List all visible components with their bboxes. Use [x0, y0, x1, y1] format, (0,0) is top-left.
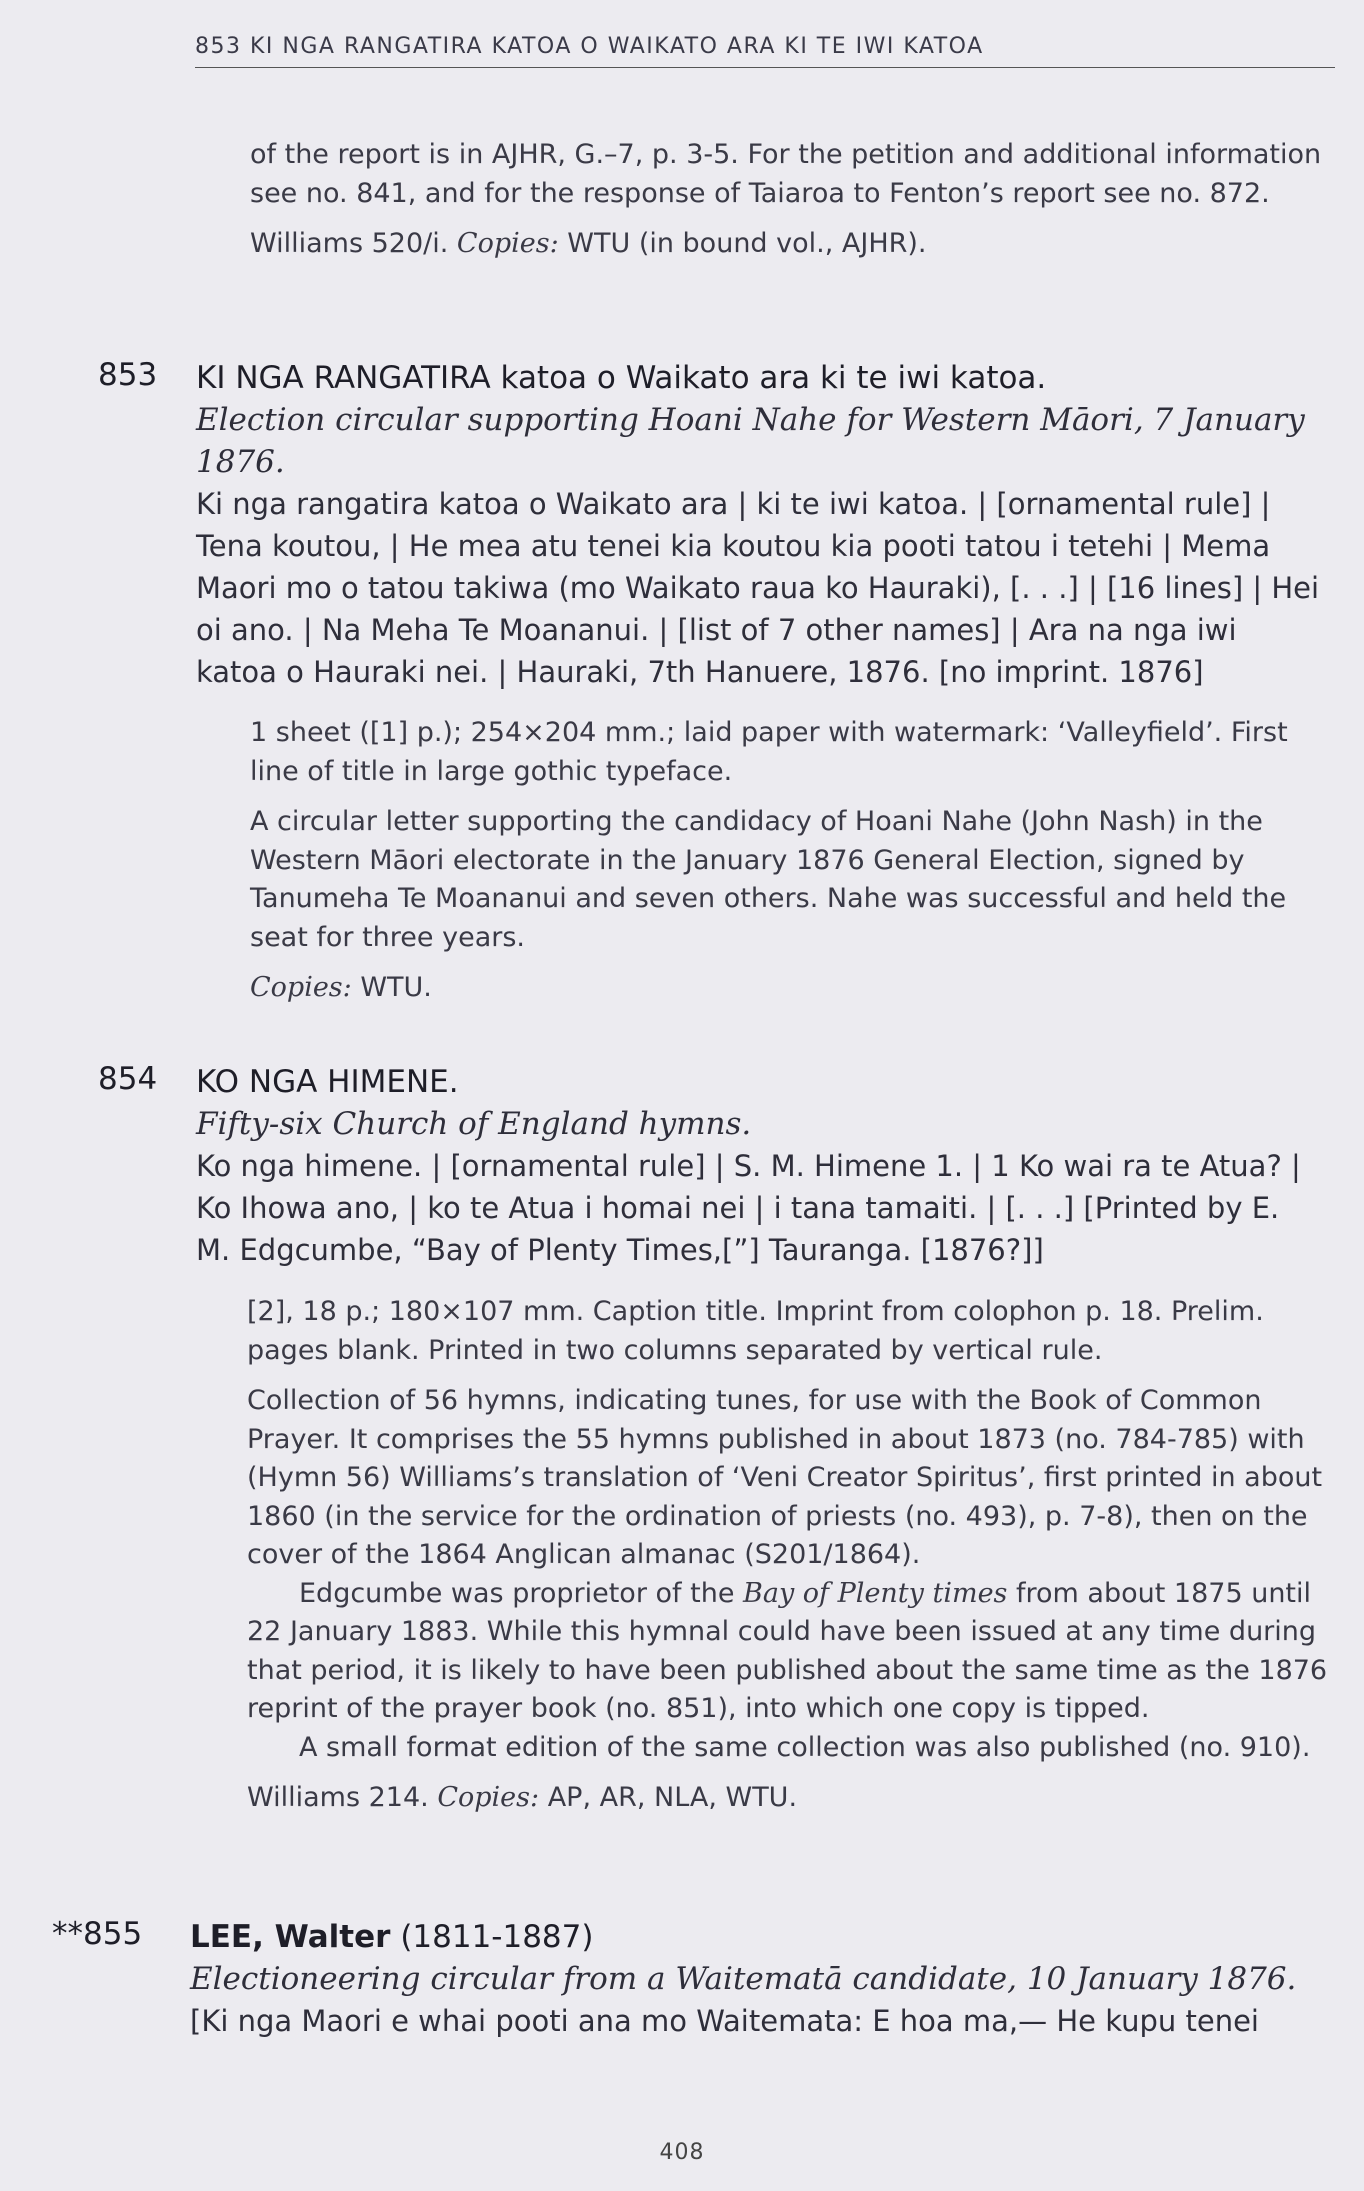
entry-855	[190, 1916, 1320, 2042]
entry-subtitle: Election circular supporting Hoani Nahe for Western Māori, 7 January 1876.	[196, 402, 1305, 480]
entry-note-edition: A small format edition of the same collection was also published (no. 910).	[299, 1731, 1311, 1763]
entry-number-853: 853	[98, 357, 158, 393]
copies-label: Copies:	[456, 228, 559, 259]
running-head: 853 KI NGA RANGATIRA KATOA O WAIKATO ARA KI TE IWI KATOA	[195, 34, 1335, 68]
entry-subtitle: Fifty-six Church of England hymns.	[196, 1106, 752, 1142]
copies-label: Copies:	[250, 972, 352, 1003]
entry-number-855: **855	[52, 1916, 143, 1952]
entry-transcription: Ki nga rangatira katoa o Waikato ara | ki te iwi katoa. | [ornamental rule] | Tena koutou, | He mea atu tenei kia koutou kia pooti tatou i tetehi | Mema Maori mo o tatou takiwa (mo Waikato raua ko Hauraki), [. . .] | [16 lines] | Hei oi ano. | Na Meha Te Moananui. | [list of 7 other names] | Ara na nga iwi katoa o Hauraki nei. | Hauraki, 7th Hanuere, 1876. [no imprint. 1876]	[196, 487, 1320, 689]
references-text: Williams 214.	[247, 1782, 429, 1813]
entry-note-publisher	[247, 1575, 1340, 1729]
entry-transcription: [Ki nga Maori e whai pooti ana mo Waitemata: E hoa ma,— He kupu tenei	[190, 2004, 1259, 2038]
entry-854-notes	[247, 1293, 1340, 1818]
physical-description: [2], 18 p.; 180×107 mm. Caption title. Imprint from colophon p. 18. Prelim. pages blank. Printed in two columns separated by vertical rule.	[247, 1296, 1264, 1366]
copies-label: Copies:	[437, 1782, 540, 1813]
continuation-paragraph: of the report is in AJHR, G.–7, p. 3-5. For the petition and additional information see no. 841, and for the response of Taiaroa to Fenton’s report see no. 872.	[250, 139, 1322, 209]
note-text: from about 1875 until 22 January 1883. While this hymnal could have been issued at any time during that period, it is likely to have been published about the same time as the 1876 reprint of the prayer book (no. 851), into which one copy is tipped.	[247, 1577, 1328, 1724]
heading-caps: KI NGA RANGATIRA	[196, 360, 491, 396]
copies-list: WTU.	[360, 972, 432, 1003]
page-number: 408	[659, 2140, 705, 2165]
entry-854	[196, 1061, 1321, 1271]
continuation-references	[250, 225, 1340, 264]
references-text: Williams 520/i.	[250, 228, 449, 259]
heading-caps: KO NGA HIMENE.	[196, 1064, 459, 1100]
entry-note: Collection of 56 hymns, indicating tunes, for use with the Book of Common Prayer. It comprises the 55 hymns published in about 1873 (no. 784-785) with (Hymn 56) Williams’s translation of ‘Veni Creator Spiritus’, first printed in about 1860 (in the service for the ordination of priests (no. 493), p. 7-8), then on the cover of the 1864 Anglican almanac (S201/1864).	[247, 1385, 1323, 1570]
entry-references	[247, 1779, 1340, 1818]
note-italic-title: Bay of Plenty times	[743, 1577, 1008, 1609]
entry-note: A circular letter supporting the candidacy of Hoani Nahe (John Nash) in the Western Māori electorate in the January 1876 General Election, signed by Tanumeha Te Moananui and seven others. Nahe was successful and held the seat for three years.	[250, 806, 1287, 953]
note-text: Edgcumbe was proprietor of the	[299, 1577, 735, 1609]
entry-heading	[196, 1061, 1321, 1103]
entry-copies	[250, 969, 1340, 1008]
entry-heading	[196, 357, 1321, 399]
entry-853-notes	[250, 714, 1340, 1008]
entry-subtitle: Electioneering circular from a Waitematā candidate, 10 January 1876.	[190, 1961, 1297, 1997]
heading-rest: katoa o Waikato ara ki te iwi katoa.	[500, 360, 1047, 396]
entry-number-854: 854	[98, 1061, 158, 1097]
physical-description: 1 sheet ([1] p.); 254×204 mm.; laid paper with watermark: ‘Valleyfield’. First line of title in large gothic typeface.	[250, 717, 1288, 787]
entry-heading	[190, 1916, 1320, 1958]
entry-transcription: Ko nga himene. | [ornamental rule] | S. M. Himene 1. | 1 Ko wai ra te Atua? | Ko Ihowa ano, | ko te Atua i homai nei | i tana tamaiti. | [. . .] [Printed by E. M. Edgcumbe, “Bay of Plenty Times,[”] Tauranga. [1876?]]	[196, 1149, 1301, 1267]
copies-list: AP, AR, NLA, WTU.	[547, 1782, 798, 1813]
continuation-note	[250, 136, 1340, 264]
heading-name: LEE, Walter	[190, 1919, 391, 1955]
entry-853	[196, 357, 1321, 693]
copies-list: WTU (in bound vol., AJHR).	[567, 228, 927, 259]
heading-dates: (1811-1887)	[400, 1919, 594, 1955]
